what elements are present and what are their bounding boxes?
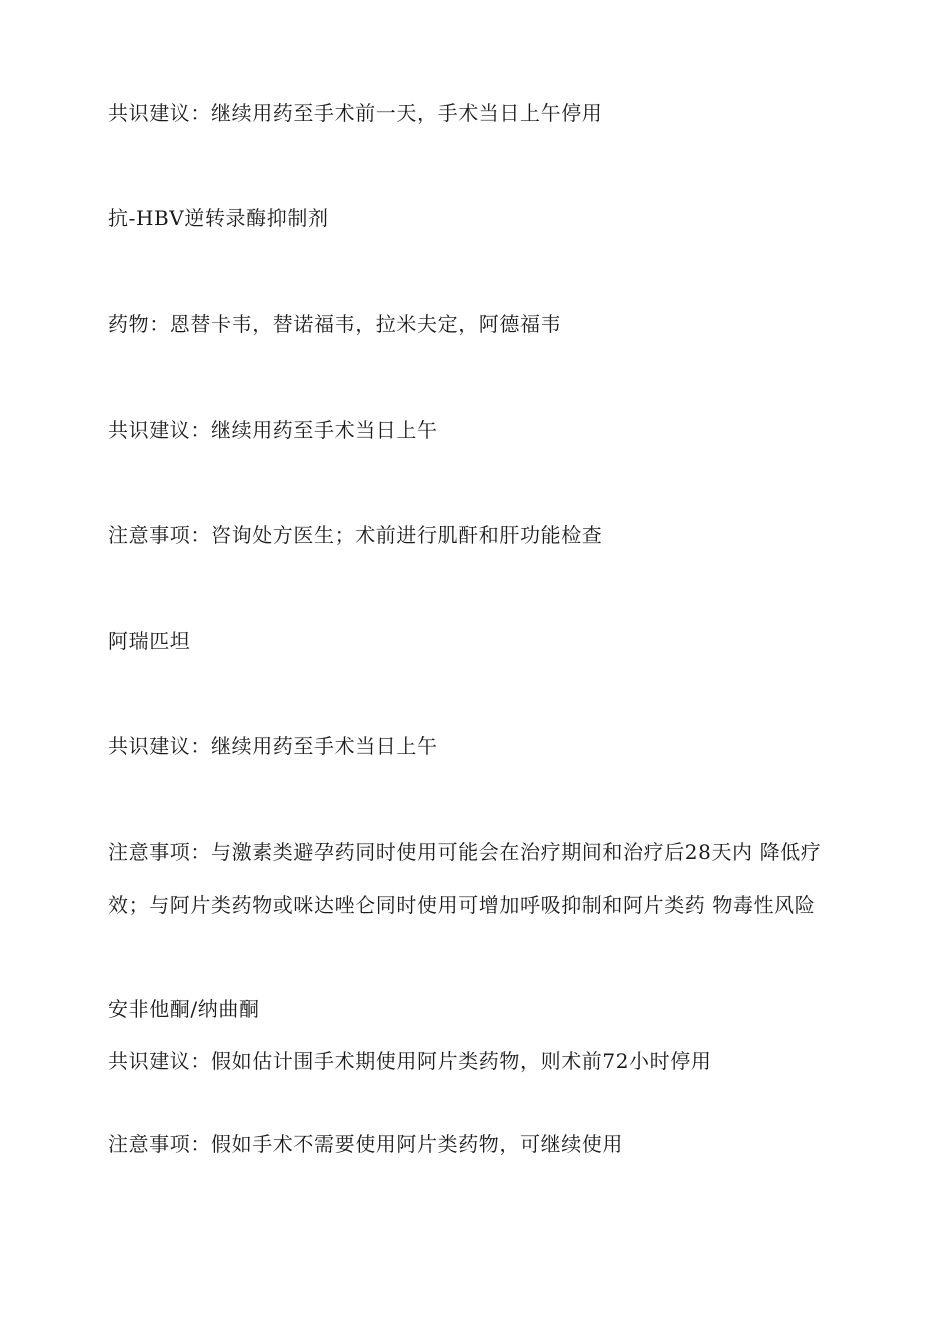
section-heading-bupropion-naltrexone: 安非他酮/纳曲酮	[108, 997, 260, 1021]
drug-list-line: 药物：恩替卡韦，替诺福韦，拉米夫定，阿德福韦	[108, 312, 562, 336]
precautions-line: 注意事项：假如手术不需要使用阿片类药物，可继续使用	[108, 1132, 623, 1156]
consensus-recommendation-line: 共识建议：继续用药至手术前一天，手术当日上午停用	[108, 101, 603, 125]
consensus-recommendation-line: 共识建议：继续用药至手术当日上午	[108, 734, 438, 758]
section-heading-aprepitant: 阿瑞匹坦	[108, 629, 191, 653]
consensus-recommendation-line: 共识建议：继续用药至手术当日上午	[108, 418, 438, 442]
precautions-line: 注意事项：咨询处方医生；术前进行肌酐和肝功能检查	[108, 523, 603, 547]
precautions-line-continued: 效；与阿片类药物或咪达唑仑同时使用可增加呼吸抑制和阿片类药 物毒性风险	[108, 893, 816, 917]
consensus-recommendation-line: 共识建议：假如估计围手术期使用阿片类药物，则术前72小时停用	[108, 1049, 712, 1073]
precautions-line: 注意事项：与激素类避孕药同时使用可能会在治疗期间和治疗后28天内 降低疗	[108, 840, 822, 864]
section-heading-anti-hbv: 抗-HBV逆转录酶抑制剂	[108, 206, 329, 230]
